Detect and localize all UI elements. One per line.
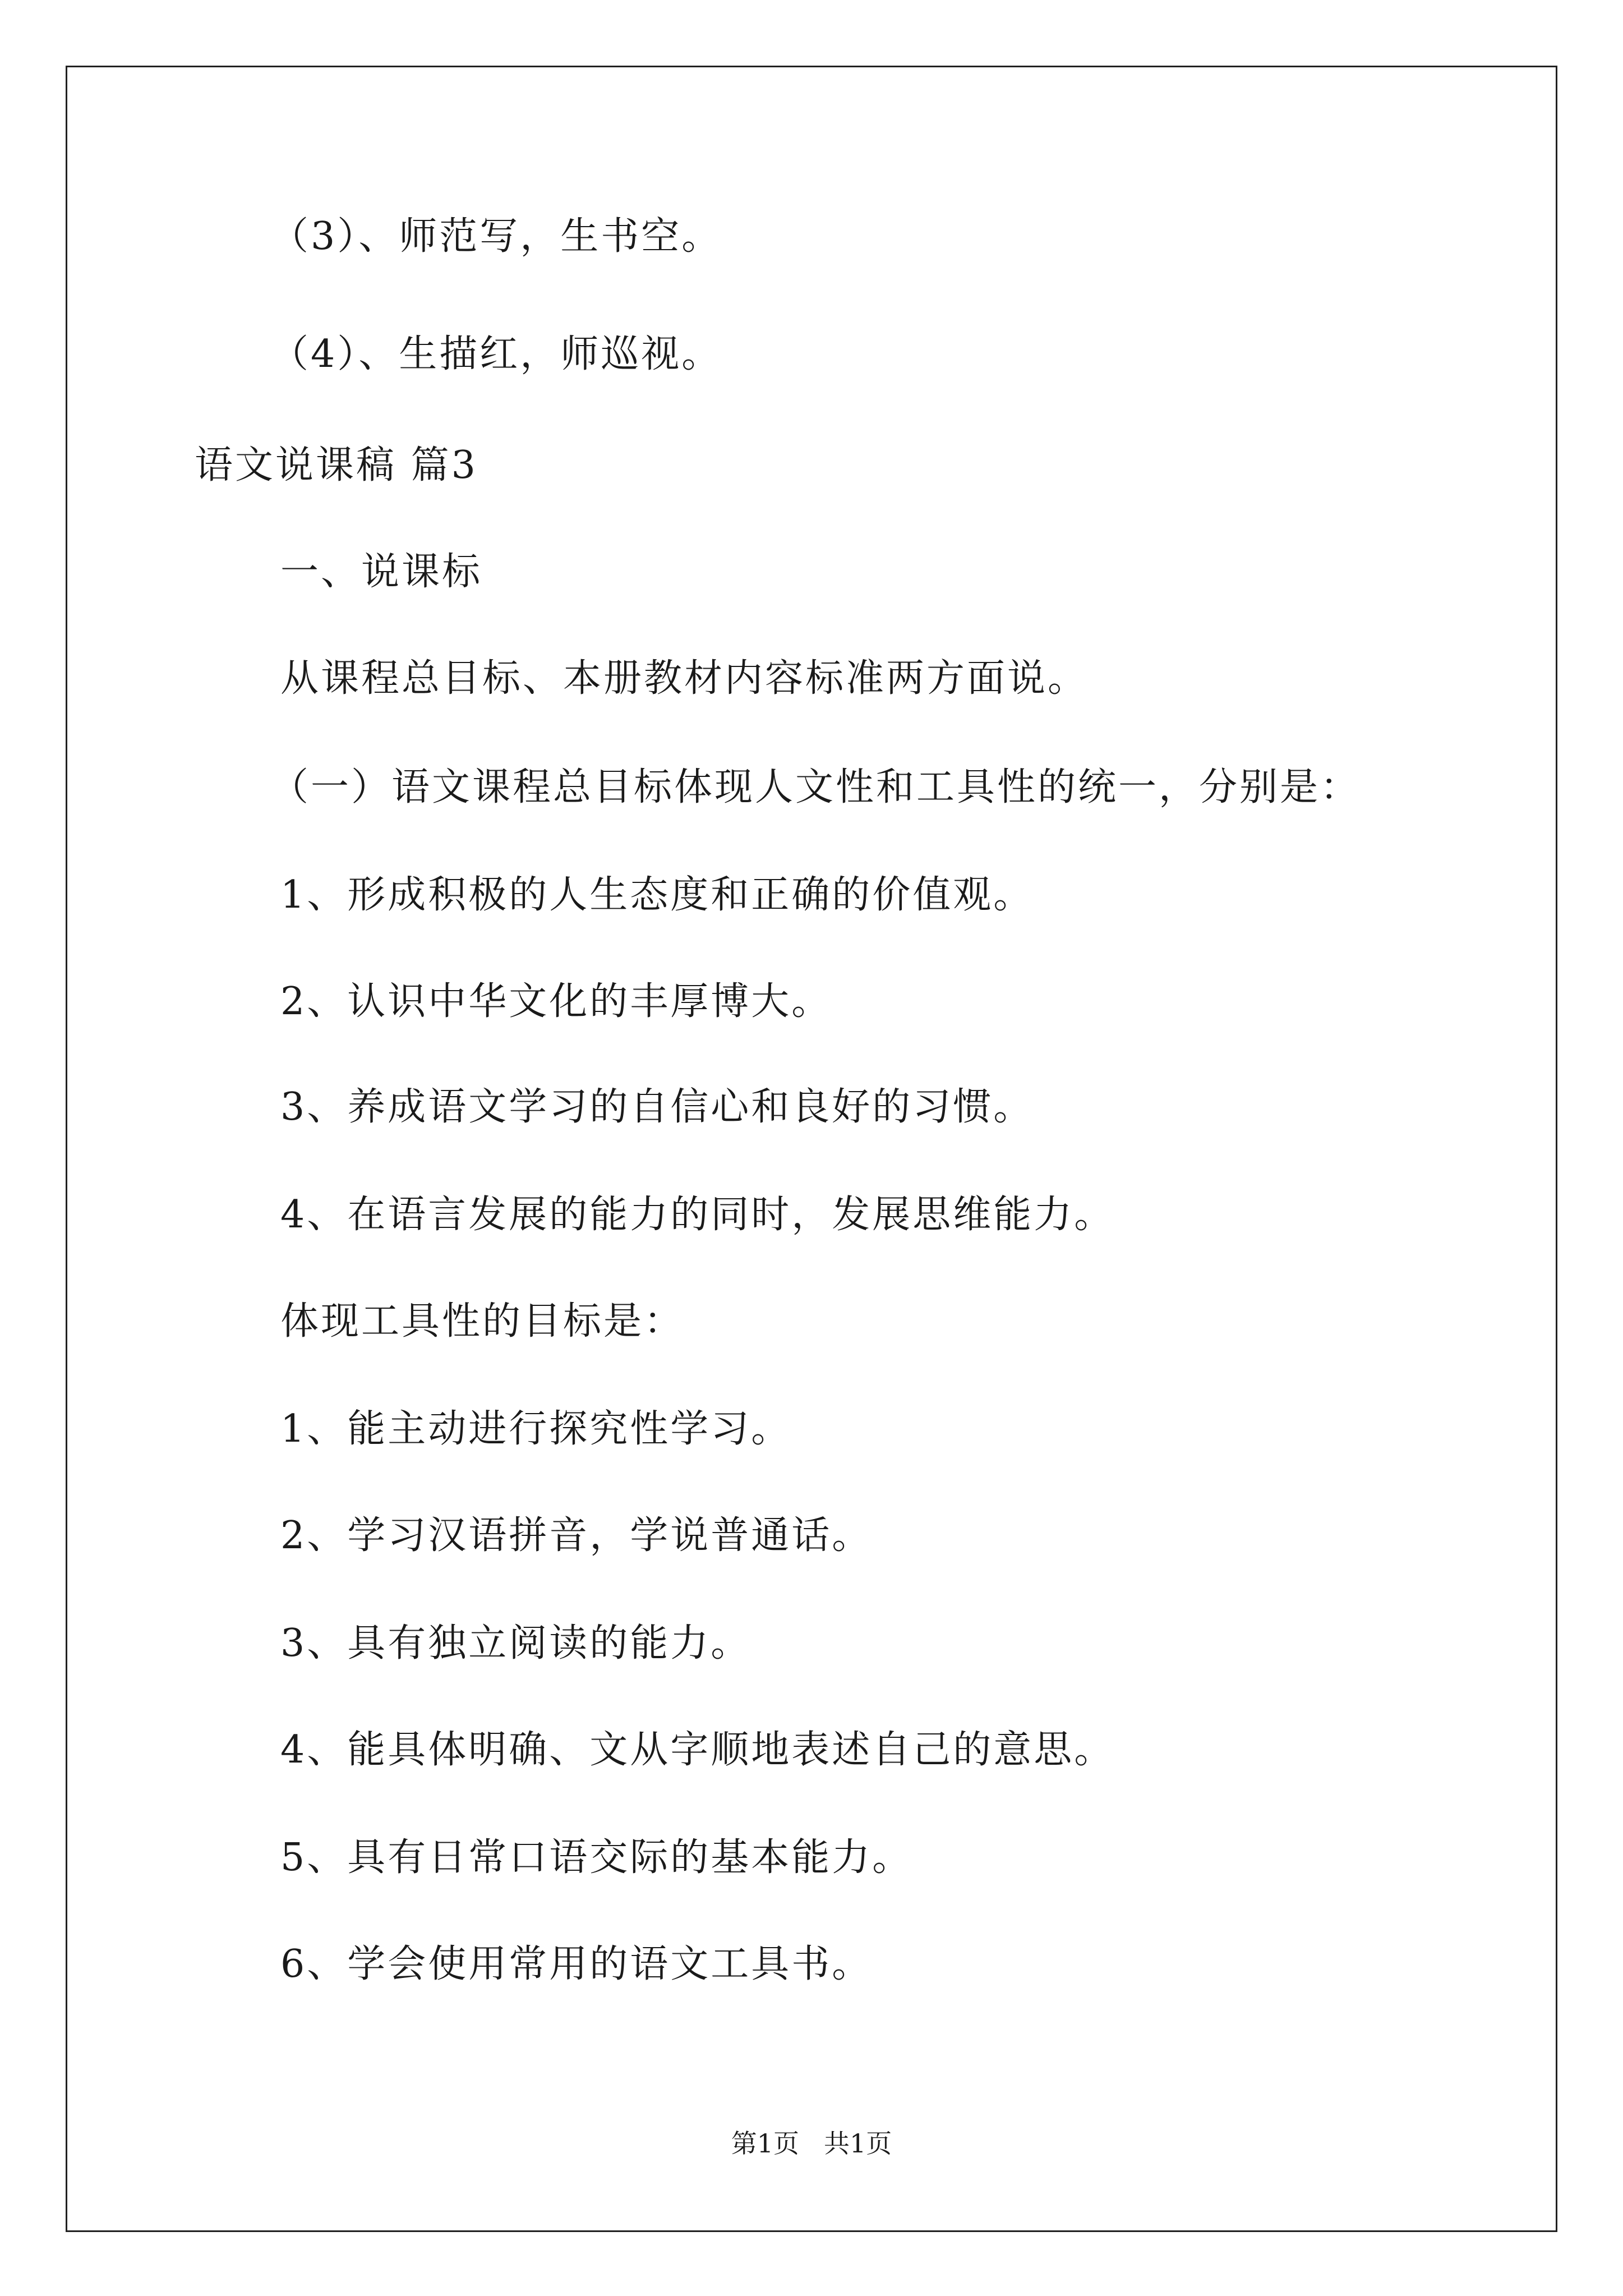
text-line: 1、形成积极的人生态度和正确的价值观。 [280,873,1034,917]
text-line: 4、能具体明确、文从字顺地表述自己的意思。 [280,1728,1115,1772]
page-number: 第1页 [731,2128,799,2159]
text-line: （4）、生描红，师巡视。 [270,332,722,376]
page-footer [0,2128,1623,2159]
text-line: （一）语文课程总目标体现人文性和工具性的统一，分别是： [270,765,1361,809]
text-line: 5、具有日常口语交际的基本能力。 [280,1835,913,1880]
text-line: 2、学习汉语拼音，学说普通话。 [280,1513,873,1558]
text-line: 体现工具性的目标是： [280,1299,685,1343]
page-border [66,66,1557,2232]
page-total: 共1页 [824,2128,892,2159]
text-line: 1、能主动进行探究性学习。 [280,1407,792,1451]
text-line: （3）、师范写，生书空。 [270,214,722,259]
text-line: 一、说课标 [280,550,483,594]
section-heading: 语文说课稿 篇3 [195,443,478,487]
text-line: 从课程总目标、本册教材内容标准两方面说。 [280,656,1089,701]
text-line: 2、认识中华文化的丰厚博大。 [280,979,832,1024]
text-line: 4、在语言发展的能力的同时，发展思维能力。 [280,1193,1115,1237]
text-line: 6、学会使用常用的语文工具书。 [280,1942,873,1986]
text-line: 3、具有独立阅读的能力。 [280,1621,751,1665]
text-line: 3、养成语文学习的自信心和良好的习惯。 [280,1085,1034,1129]
